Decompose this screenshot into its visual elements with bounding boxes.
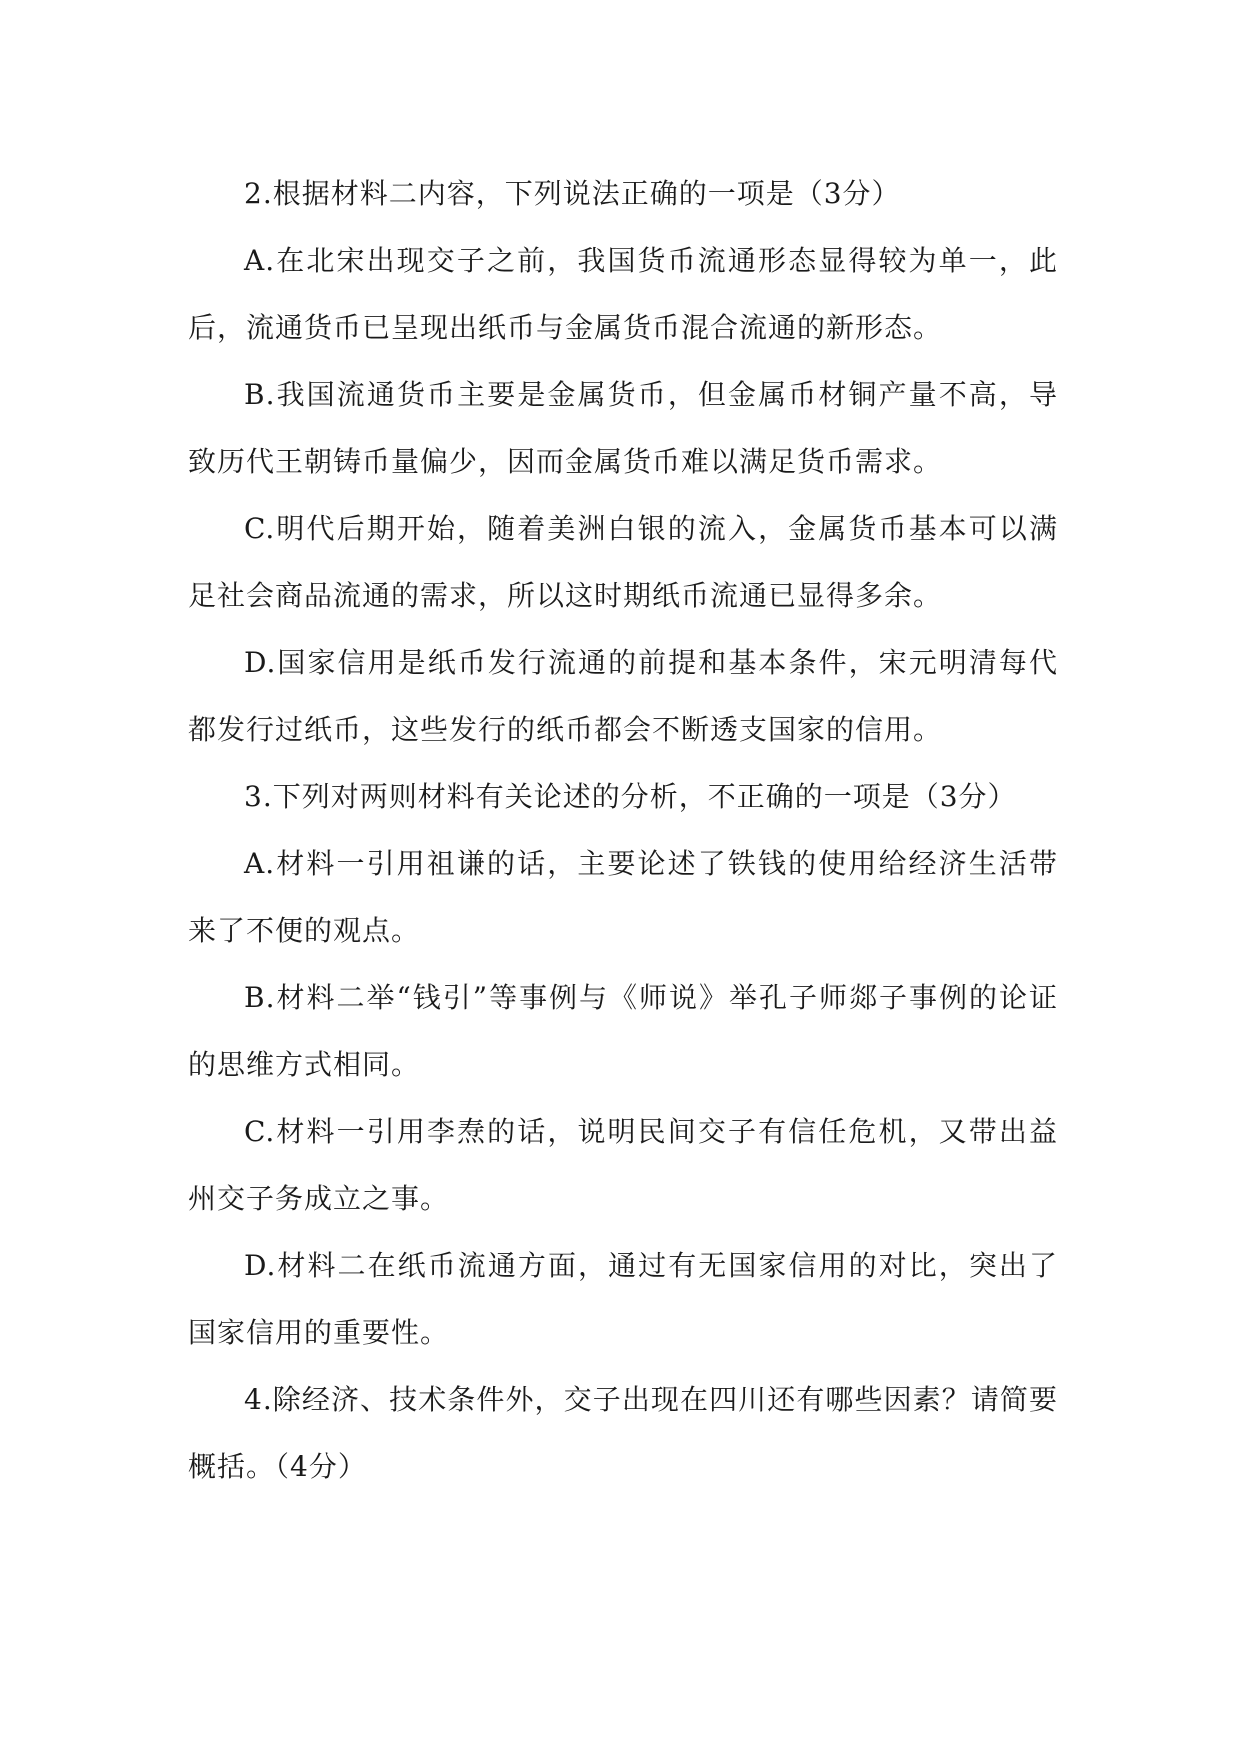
question-3-option-d: D.材料二在纸币流通方面，通过有无国家信用的对比，突出了国家信用的重要性。: [188, 1249, 1058, 1349]
question-3-stem: 3.下列对两则材料有关论述的分析，不正确的一项是（3分）: [244, 780, 1017, 813]
question-2-option-c: C.明代后期开始，随着美洲白银的流入，金属货币基本可以满足社会商品流通的需求，所以这时期纸币流通已显得多余。: [188, 512, 1058, 612]
question-4-stem: 4.除经济、技术条件外，交子出现在四川还有哪些因素？请简要概括。（4分）: [188, 1383, 1058, 1483]
question-3-option-c: C.材料一引用李焘的话，说明民间交子有信任危机，又带出益州交子务成立之事。: [188, 1115, 1058, 1215]
question-2-option-d: D.国家信用是纸币发行流通的前提和基本条件，宋元明清每代都发行过纸币，这些发行的纸币都会不断透支国家的信用。: [188, 646, 1058, 746]
question-2-stem: 2.根据材料二内容，下列说法正确的一项是（3分）: [244, 177, 901, 210]
question-2-option-a: A.在北宋出现交子之前，我国货币流通形态显得较为单一，此后，流通货币已呈现出纸币与金属货币混合流通的新形态。: [188, 244, 1058, 344]
question-3-option-b: B.材料二举“钱引”等事例与《师说》举孔子师郯子事例的论证的思维方式相同。: [188, 981, 1058, 1081]
document-body: [188, 160, 1058, 1500]
question-2-option-b: B.我国流通货币主要是金属货币，但金属币材铜产量不高，导致历代王朝铸币量偏少，因而金属货币难以满足货币需求。: [188, 378, 1058, 478]
question-3-option-a: A.材料一引用祖谦的话，主要论述了铁钱的使用给经济生活带来了不便的观点。: [188, 847, 1058, 947]
